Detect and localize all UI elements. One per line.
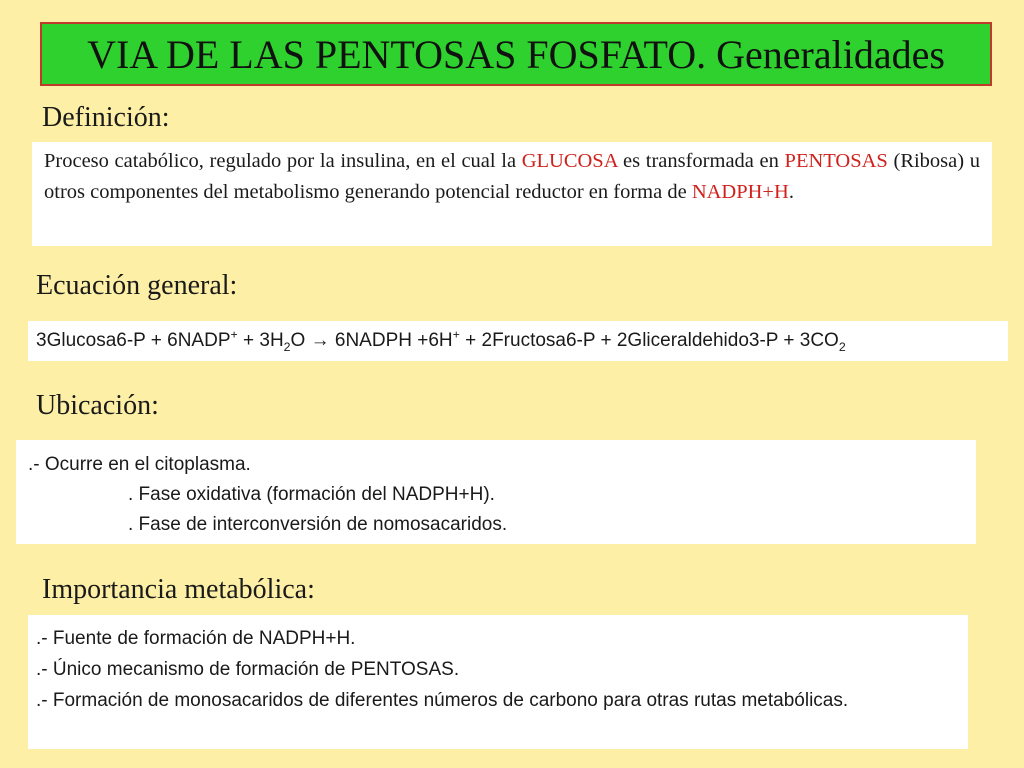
equation-part-2: + 3H [237,330,284,351]
definicion-heading: Definición: [42,102,170,133]
ubicacion-box [16,440,976,544]
slide-title: VIA DE LAS PENTOSAS FOSFATO. Generalidades [40,22,992,86]
equation-part-3: O [290,330,311,351]
definicion-highlight-nadph: NADPH+H [691,181,789,203]
importancia-line-3: .- Formación de monosacaridos de diferentes números de carbono para otras rutas metabólicas. [36,690,849,711]
definicion-text-1: Proceso catabólico, regulado por la insulina, en el cual la [44,150,522,172]
definicion-text-3: (Ribosa) u otros componentes del metabolismo generando potencial reductor en forma de [44,150,980,203]
ubicacion-heading: Ubicación: [36,390,159,421]
equation [36,327,846,354]
ecuacion-heading: Ecuación general: [36,270,238,301]
equation-sup-2: + [452,327,460,342]
equation-sub-1: 2 [283,339,291,354]
definicion-text-2: es transformada en [617,150,785,172]
equation-sup-1: + [230,327,238,342]
definicion-highlight-pentosas: PENTOSAS [784,150,888,172]
equation-part-4: 6NADPH +6H [329,330,453,351]
importancia-box [28,615,968,749]
importancia-line-2: .- Único mecanismo de formación de PENTOSAS. [36,659,460,680]
ubicacion-line-1: .- Ocurre en el citoplasma. [28,454,251,475]
ubicacion-line-3: . Fase de interconversión de nomosacaridos. [128,514,508,535]
importancia-heading: Importancia metabólica: [42,574,315,605]
equation-sub-2: 2 [838,339,846,354]
definicion-box [32,142,992,246]
arrow-icon: → [310,330,330,351]
definicion-highlight-glucosa: GLUCOSA [521,150,618,172]
ecuacion-box [28,321,1008,361]
equation-part-1: 3Glucosa6-P + 6NADP [36,330,231,351]
importancia-line-1: .- Fuente de formación de NADPH+H. [36,628,356,649]
ubicacion-line-2: . Fase oxidativa (formación del NADPH+H). [128,484,495,505]
definicion-text-4: . [788,181,794,203]
equation-part-5: + 2Fructosa6-P + 2Gliceraldehido3-P + 3CO [459,330,839,351]
